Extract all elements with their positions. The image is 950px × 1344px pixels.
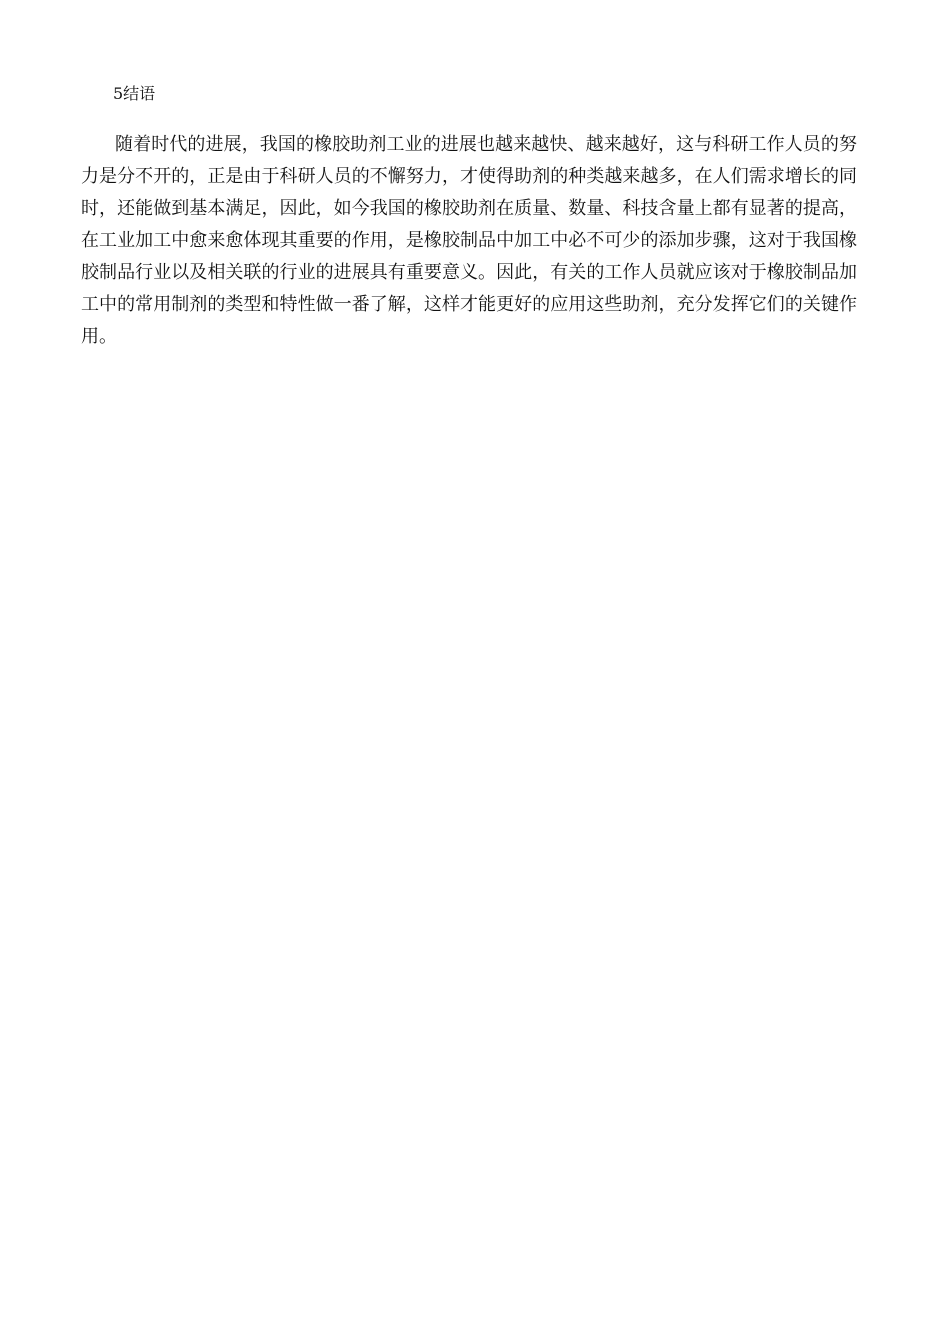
section-heading: 5结语 (113, 84, 156, 103)
conclusion-paragraph: 随着时代的进展，我国的橡胶助剂工业的进展也越来越快、越来越好，这与科研工作人员的努力是分不开的，正是由于科研人员的不懈努力，才使得助剂的种类越来越多，在人们需求增长的同时，还能做到基本满足，因此，如今我国的橡胶助剂在质量、数量、科技含量上都有显著的提高，在工业加工中愈来愈体现其重要的作用，是橡胶制品中加工中必不可少的添加步骤，这对于我国橡胶制品行业以及相关联的行业的进展具有重要意义。因此，有关的工作人员就应该对于橡胶制品加工中的常用制剂的类型和特性做一番了解，这样才能更好的应用这些助剂，充分发挥它们的关键作用。 (81, 134, 857, 347)
